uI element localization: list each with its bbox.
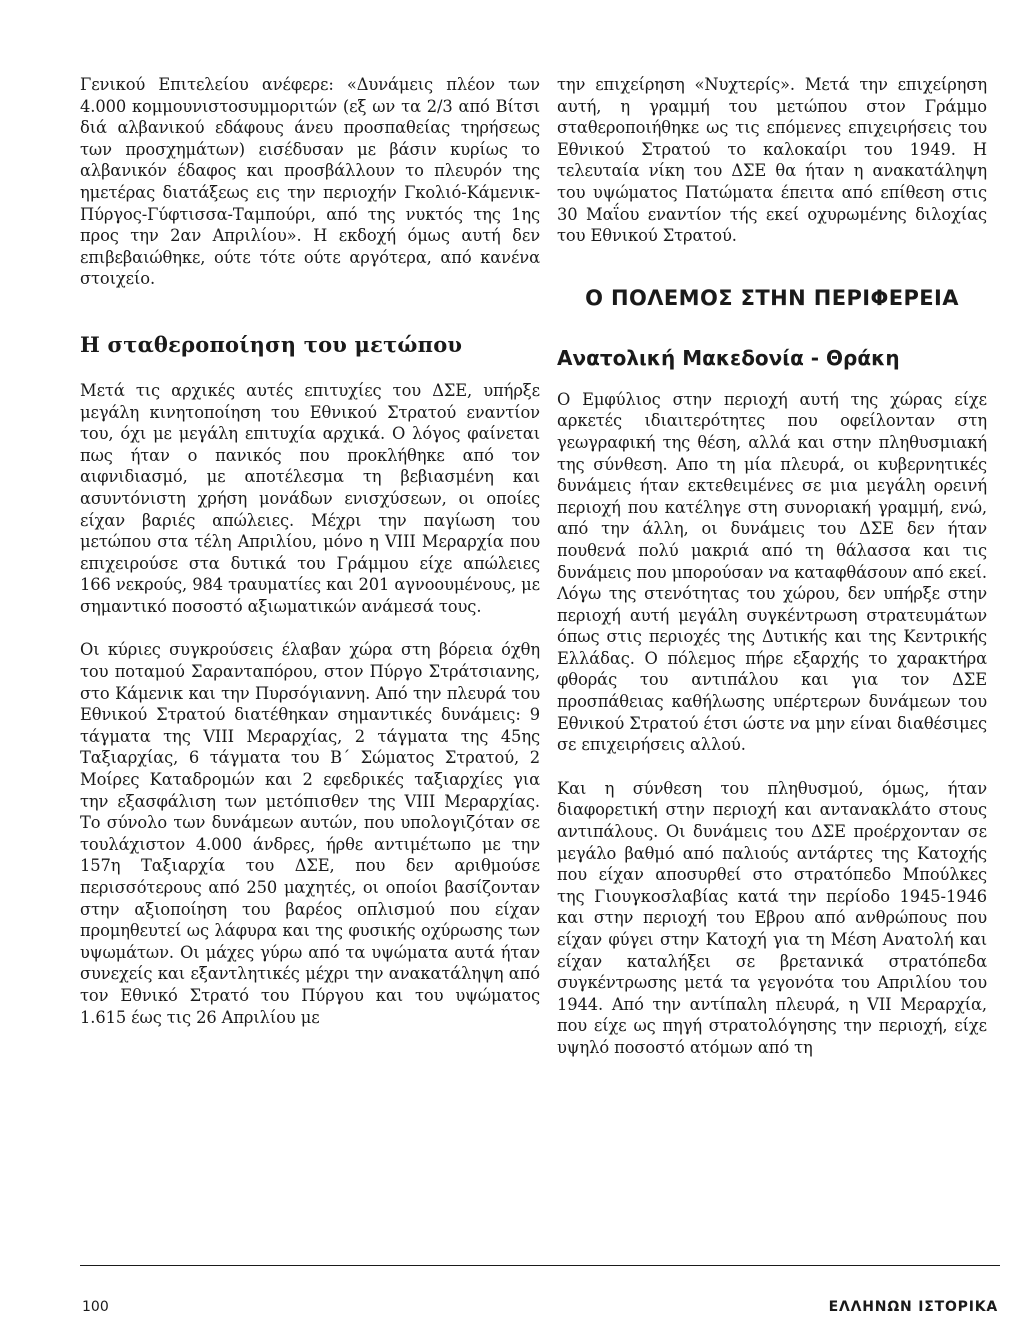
part-heading: Ο ΠΟΛΕΜΟΣ ΣΤΗΝ ΠΕΡΙΦΕΡΕΙΑ bbox=[585, 285, 959, 310]
publication-name: ΕΛΛΗΝΩΝ ΙΣΤΟΡΙΚΑ bbox=[828, 1299, 998, 1315]
right-column bbox=[557, 74, 987, 1059]
left-paragraph-1: Γενικού Επιτελείου ανέφερε: «Δυνάμεις πλέον των 4.000 κομμουνιστοσυμμοριτών (εξ ων τα 2/3 από Βίτσι διά αλβανικού εδάφους άνευ προσπαθείας τηρήσεως των προσχημάτων) εισέδυσαν με βάσιν κυρίως το αλβανικόν έδαφος και προσβάλλουν το πλευρόν της ημετέρας διατάξεως εις την περιοχήν Γκολιό-Κάμενικ-Πύργος-Γύφτισσα-Ταμπούρι, από της νυκτός της 1ης προς την 2αν Απριλίου». Η εκδοχή όμως αυτή δεν επιβεβαιώθηκε, ούτε τότε ούτε αργότερα, από κανένα στοιχείο. bbox=[80, 75, 540, 289]
left-column bbox=[80, 74, 540, 1028]
section-heading: Η σταθεροποίηση του μετώπου bbox=[80, 331, 463, 357]
footer-divider bbox=[80, 1265, 1000, 1266]
right-paragraph-2: Ο Εμφύλιος στην περιοχή αυτή της χώρας είχε αρκετές ιδιαιτερότητες που οφείλονταν στη γεωγραφική της θέση, αλλά και στην πληθυσμιακή της σύνθεση. Απο τη μία πλευρά, οι κυβερνητικές δυνάμεις ήταν εκτεθειμένες σε μια μεγάλη ορεινή περιοχή που κατέληγε στη συνοριακή γραμμή, ενώ, από την άλλη, οι δυνάμεις του ΔΣΕ δεν ήταν πουθενά πολύ μακριά από τη θάλασσα και τις δυνάμεις που μπορούσαν να καταφθάσουν από εκεί. Λόγω της στενότητας του χώρου, δεν υπήρξε στην περιοχή αυτή μεγάλη συγκέντρωση στρατευμάτων όπως στις περιοχές της Δυτικής και της Κεντρικής Ελλάδας. Ο πόλεμος πήρε εξαρχής το χαρακτήρα φθοράς του αντιπάλου και για τον ΔΣΕ προσπάθειας καθήλωσης υπέρτερων δυνάμεων του Εθνικού Στρατού έτσι ώστε να μην είναι διαθέσιμες σε επιχειρήσεις αλλού. bbox=[557, 389, 988, 755]
subheading: Ανατολική Μακεδονία - Θράκη bbox=[557, 345, 900, 370]
left-paragraph-2: Μετά τις αρχικές αυτές επιτυχίες του ΔΣΕ, υπήρξε μεγάλη κινητοποίηση του Εθνικού Στρατού εναντίον του, όχι με μεγάλη επιτυχία αρχικά. Ο λόγος φαίνεται πως ήταν ο πανικός που προκλήθηκε από τον αιφνιδιασμό, με αποτέλεσμα τη βεβιασμένη και ασυντόνιστη χρήση μονάδων ενισχύσεων, οι οποίες είχαν βαριές απώλειες. Μέχρι την παγίωση του μετώπου στα τέλη Απριλίου, μόνο η VIII Μεραρχία που επιχειρούσε στα δυτικά του Γράμμου είχε απώλειες 166 νεκρούς, 984 τραυματίες και 201 αγνοουμένους, με σημαντικό ποσοστό αξιωματικών ανάμεσά τους. bbox=[80, 380, 540, 616]
page-number: 100 bbox=[82, 1299, 109, 1315]
right-paragraph-3: Και η σύνθεση του πληθυσμού, όμως, ήταν διαφορετική στην περιοχή και αντανακλάτο στους αντιπάλους. Οι δυνάμεις του ΔΣΕ προέρχονταν σε μεγάλο βαθμό από παλιούς αντάρτες της Κατοχής που είχαν αποσυρθεί στο στρατόπεδο Μπούλκες της Γιουγκοσλαβίας κατά την περίοδο 1945-1946 και στην περιοχή του Εβρου από ανθρώπους που είχαν φύγει στην Κατοχή για τη Μέση Ανατολή και είχαν καταλήξει σε βρετανικά στρατόπεδα συγκέντρωσης μετά τα γεγονότα του Απριλίου του 1944. Από την αντίπαλη πλευρά, η VII Μεραρχία, που είχε ως πηγή στρατολόγησης την περιοχή, είχε υψηλό ποσοστό ατόμων από τη bbox=[557, 778, 987, 1057]
right-paragraph-1: την επιχείρηση «Νυχτερίς». Μετά την επιχείρηση αυτή, η γραμμή του μετώπου στον Γράμμο σταθεροποιήθηκε ως τις επόμενες επιχειρήσεις του Εθνικού Στρατού το καλοκαίρι του 1949. Η τελευταία νίκη του ΔΣΕ θα ήταν η ανακατάληψη του υψώματος Πατώματα έπειτα από επίθεση στις 30 Μαΐου εναντίον τής εκεί οχυρωμένης διλοχίας του Εθνικού Στρατού. bbox=[557, 75, 987, 246]
left-paragraph-3: Οι κύριες συγκρούσεις έλαβαν χώρα στη βόρεια όχθη του ποταμού Σαρανταπόρου, στον Πύργο Στράτσιανης, στο Κάμενικ και την Πυρσόγιαννη. Από την πλευρά του Εθνικού Στρατού διατέθηκαν σημαντικές δυνάμεις: 9 τάγματα της VIII Μεραρχίας, 2 τάγματα της 45ης Ταξιαρχίας, 6 τάγματα του Β΄ Σώματος Στρατού, 2 Μοίρες Καταδρομών και 2 εφεδρικές ταξιαρχίες για την εξασφάλιση των μετόπισθεν της VIII Μεραρχίας. Το σύνολο των δυνάμεων αυτών, που υπολογιζόταν σε τουλάχιστον 4.000 άνδρες, ήρθε αντιμέτωπο με την 157η Ταξιαρχία του ΔΣΕ, που δεν αριθμούσε περισσότερους από 250 μαχητές, οι οποίοι βασίζονταν στην αξιοποίηση του βαρέος οπλισμού που είχαν προμηθευτεί ως λάφυρα και της φυσικής οχύρωσης των υψωμάτων. Οι μάχες γύρω από τα υψώματα αυτά ήταν συνεχείς και εξαντλητικές μέχρι την ανακατάληψη από τον Εθνικό Στρατό του Πύργου και του υψώματος 1.615 έως τις 26 Απριλίου με bbox=[80, 640, 540, 1027]
